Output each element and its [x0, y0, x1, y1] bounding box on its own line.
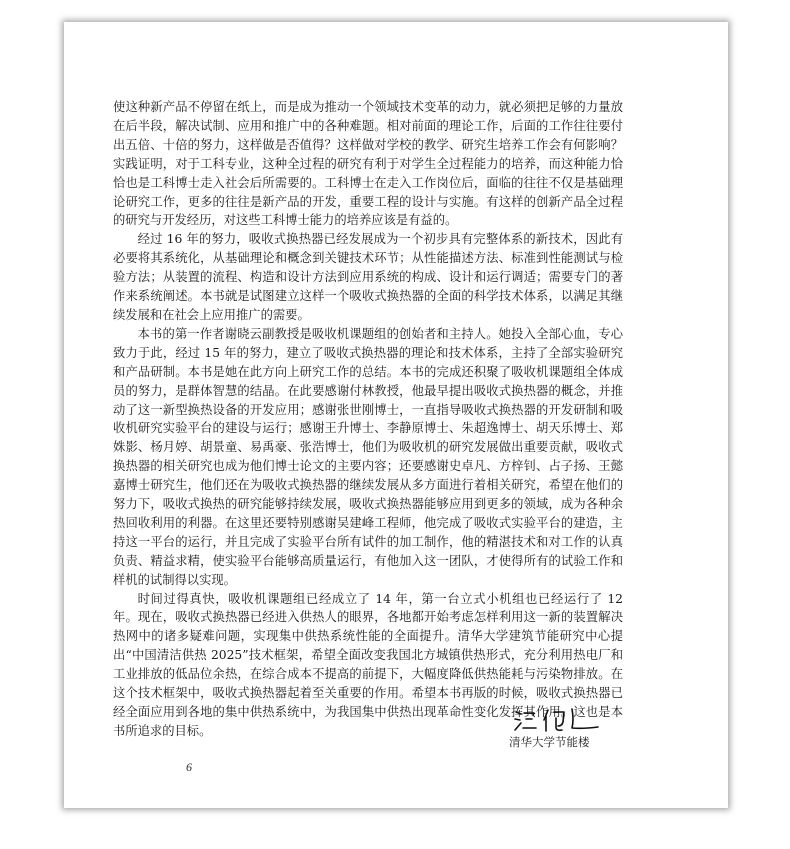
body-text: [113, 98, 623, 741]
paragraph-4: 时间过得真快，吸收机课题组已经成立了 14 年，第一台立式小机组也已经运行了 12 年。现在，吸收式换热器已经进入供热人的眼界，各地都开始考虑怎样利用这一新的装置解决热网中的诸多疑难问题，实现集中供热系统性能的全面提升。清华大学建筑节能研究中心提出“中国清洁供热 2025”技术框架，希望全面改变我国北方城镇供热形式，充分利用热电厂和工业排放的低品位余热，在综合成本不提高的前提下，大幅度降低供热能耗与污染物排放。在这个技术框架中，吸收式换热器起着至关重要的作用。希望本书再版的时候，吸收式换热器已经全面应用到各地的集中供热系统中，为我国集中供热出现革命性变化发挥其作用。这也是本书所追求的目标。: [113, 591, 623, 738]
page-number: 6: [186, 760, 192, 774]
paragraph-2: 经过 16 年的努力，吸收式换热器已经发展成为一个初步具有完整体系的新技术，因此有必要将其系统化，从基础理论和概念到关键技术环节；从性能描述方法、标准到性能测试与检验方法；从装置的流程、构造和设计方法到应用系统的构成、设计和运行调适；需要专门的著作来系统阐述。本书就是试图建立这样一个吸收式换热器的全面的科学技术体系，以满足其继续发展和在社会上应用推广的需要。: [113, 232, 623, 322]
paragraph-1: 使这种新产品不停留在纸上，而是成为推动一个领域技术变革的动力，就必须把足够的力量放在后半段，解决试制、应用和推广中的各种难题。相对前面的理论工作，后面的工作往往要付出五倍、十倍的努力，这样做是否值得？这样做对学校的教学、研究生培养工作会有何影响？实践证明，对于工科专业，这种全过程的研究有利于对学生全过程能力的培养，而这种能力恰恰也是工科博士走入社会后所需要的。工科博士在走入工作岗位后，面临的往往不仅是基础理论研究工作，更多的往往是新产品的开发，重要工程的设计与实施。有这样的创新产品全过程的研究与开发经历，对这些工科博士能力的培养应该是有益的。: [113, 100, 623, 228]
author-affiliation: 清华大学节能楼: [509, 735, 590, 749]
paragraph-3: 本书的第一作者谢晓云副教授是吸收机课题组的创始者和主持人。她投入全部心血，专心致力于此，经过 15 年的努力，建立了吸收式换热器的理论和技术体系，主持了全部实验研究和产品研制。本书是她在此方向上研究工作的总结。本书的完成还积聚了吸收机课题组全体成员的努力，是群体智慧的结晶。在此要感谢付林教授，他最早提出吸收式换热器的概念，并推动了这一新型换热设备的开发应用；感谢张世刚博士，一直指导吸收式换热器的开发研制和吸收机研究实验平台的建设与运行；感谢王升博士、李静原博士、朱超逸博士、胡天乐博士、郑姝影、杨月婷、胡景童、易禹豪、张浩博士，他们为吸收机的研究发展做出重要贡献，吸收式换热器的相关研究也成为他们博士论文的主要内容；还要感谢史卓凡、方梓钊、占子扬、王懿嘉博士研究生，他们还在为吸收式换热器的继续发展从多方面进行着相关研究，希望在他们的努力下，吸收式换热的研究能够持续发展，吸收式换热器能够应用到更多的领域，成为各种余热回收利用的利器。在这里还要特别感谢吴建峰工程师，他完成了吸收式实验平台的建造，主持这一平台的运行，并且完成了实验平台所有试件的加工制作，他的精湛技术和对工作的认真负责、精益求精，使实验平台能够高质量运行，有他加入这一团队，才使得所有的试验工作和样机的试制得以实现。: [113, 326, 623, 587]
handwritten-signature: [512, 706, 602, 736]
